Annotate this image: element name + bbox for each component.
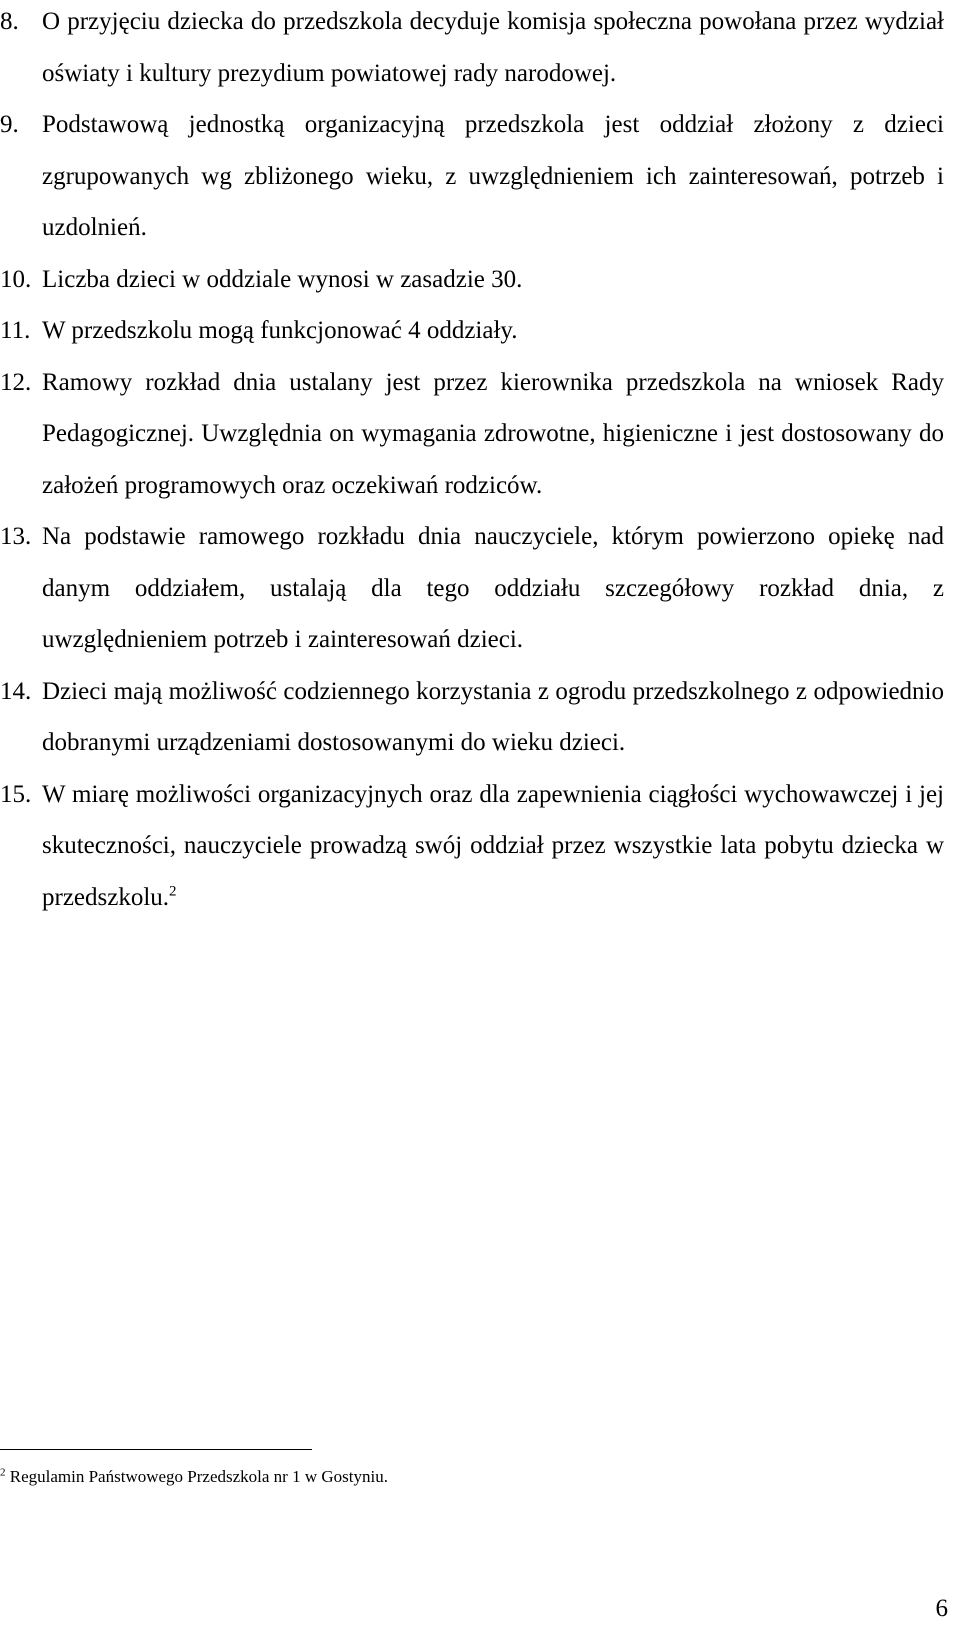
list-item-text: Dzieci mają możliwość codziennego korzystania z ogrodu przedszkolnego z odpowiednio dobranymi urządzeniami dostosowanymi do wieku dzieci. (42, 677, 944, 756)
list-item-text: W przedszkolu mogą funkcjonować 4 oddziały. (42, 317, 518, 344)
list-item-text: O przyjęciu dziecka do przedszkola decyduje komisja społeczna powołana przez wydział oświaty i kultury prezydium powiatowej rady narodowej. (42, 8, 944, 87)
list-item-number: 8. (0, 8, 19, 35)
footnote-reference[interactable]: 2 (169, 883, 177, 900)
footnote-separator (0, 1449, 312, 1450)
list-item (0, 769, 960, 924)
list-item-number: 10. (0, 265, 32, 293)
list-item (0, 666, 960, 769)
list-item-number: 13. (0, 523, 32, 550)
list-item-number: 15. (0, 780, 32, 808)
list-item (0, 99, 960, 254)
list-item-text: Liczba dzieci w oddziale wynosi w zasadzie 30. (42, 265, 523, 293)
footnote-marker: 2 (0, 1466, 6, 1479)
list-item (0, 511, 960, 666)
list-item-number: 11. (0, 317, 31, 344)
list-item (0, 254, 960, 306)
list-item (0, 357, 960, 512)
list-item (0, 0, 960, 99)
list-item-number: 14. (0, 677, 32, 705)
list-item-text: Podstawową jednostką organizacyjną przedszkola jest oddział złożony z dzieci zgrupowanych wg zbliżonego wieku, z uwzględnieniem ich zainteresowań, potrzeb i uzdolnień. (42, 111, 944, 241)
page-number: 6 (935, 1595, 948, 1622)
list-item (0, 305, 960, 357)
footnote (0, 1466, 388, 1488)
list-item-text: W miarę możliwości organizacyjnych oraz dla zapewnienia ciągłości wychowawczej i jej skuteczności, nauczyciele prowadzą swój oddział przez wszystkie lata pobytu dziecka w przedszkolu. (42, 780, 944, 911)
list-item-number: 9. (0, 111, 19, 138)
list-item-number: 12. (0, 368, 32, 396)
footnote-text: Regulamin Państwowego Przedszkola nr 1 w Gostyniu. (9, 1467, 388, 1486)
list-item-text: Ramowy rozkład dnia ustalany jest przez kierownika przedszkola na wniosek Rady Pedagogicznej. Uwzględnia on wymagania zdrowotne, higieniczne i jest dostosowany do założeń programowych oraz oczekiwań rodziców. (42, 368, 944, 499)
list-item-text: Na podstawie ramowego rozkładu dnia nauczyciele, którym powierzono opiekę nad danym oddziałem, ustalają dla tego oddziału szczegółowy rozkład dnia, z uwzględnieniem potrzeb i zainteresowań dzieci. (42, 523, 944, 653)
